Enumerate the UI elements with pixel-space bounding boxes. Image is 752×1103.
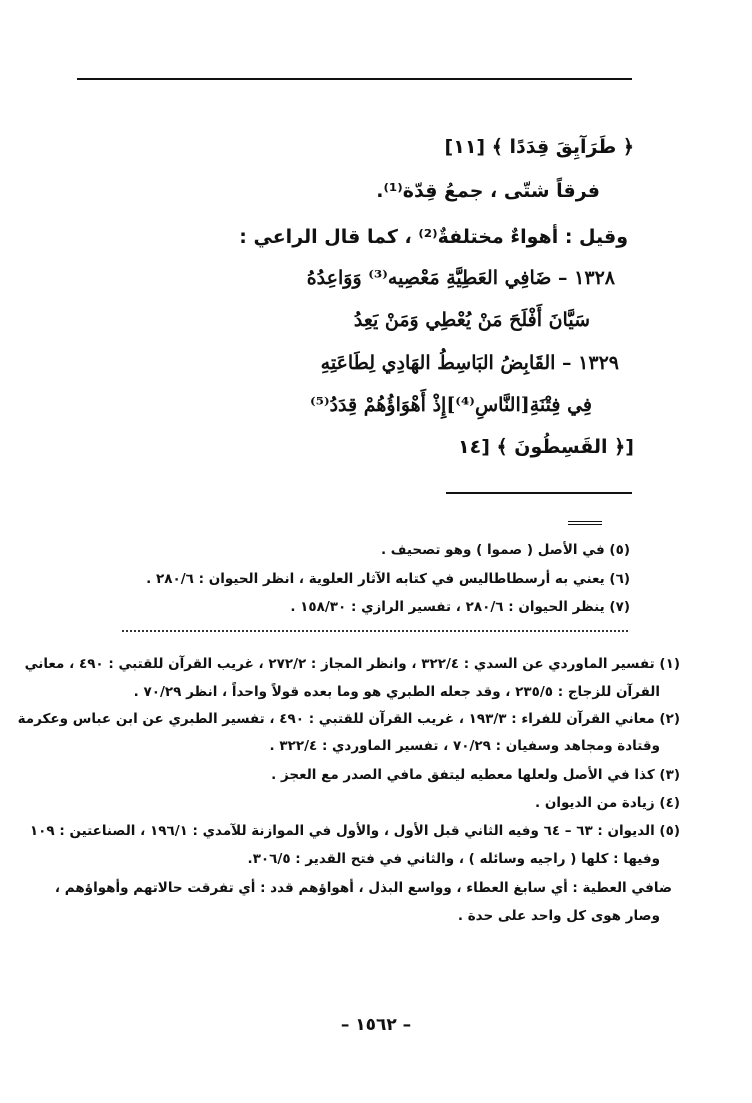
text-line-1: فرقاً شتّى ، جمعُ قِدّة⁽¹⁾. — [376, 180, 600, 202]
footnote-prev-7: (٧) ينظر الحيوان : ٢٨٠/٦ ، تفسير الرازي : ١٥٨/٣٠ . — [290, 599, 630, 615]
footnote-1-line-2: القرآن للزجاج : ٢٣٥/٥ ، وقد جعله الطبري هو وما بعده قولاً واحداً ، انظر ٧٠/٢٩ . — [133, 684, 660, 700]
continuation-mark-2 — [568, 524, 602, 525]
footnote-separator — [446, 492, 632, 494]
footnote-prev-6: (٦) يعني به أرسطاطاليس في كتابه الآثار العلوية ، انظر الحيوان : ٢٨٠/٦ . — [146, 571, 630, 587]
footnote-prev-5: (٥) في الأصل ( صموا ) وهو تصحيف . — [380, 542, 630, 558]
footnote-3: (٣) كذا في الأصل ولعلها معطيه ليتفق مافي الصدر مع العجز . — [271, 767, 680, 783]
footnote-2-line-2: وقتادة ومجاهد وسفيان : ٧٠/٢٩ ، تفسير الماوردي : ٣٢٢/٤ . — [269, 738, 660, 754]
page-number: – ١٥٦٢ – — [340, 1015, 412, 1035]
verse-heading-14: [﴿ القَسِطُونَ ﴾ [١٤ — [458, 436, 634, 458]
verse-heading-11: ﴿ طَرَآيِقَ قِدَدًا ﴾ [١١] — [444, 136, 634, 158]
dotted-divider — [122, 630, 628, 632]
footnote-4: (٤) زيادة من الديوان . — [534, 795, 680, 811]
poem-1328-first: ١٣٢٨ – ضَافِي العَطِيَّةِ مَعْصِيه⁽³⁾ وَوَاعِدُهُ — [306, 267, 615, 289]
text-line-2: وقيل : أهواءٌ مختلفةٌ⁽²⁾ ، كما قال الراعي : — [239, 226, 628, 248]
footnote-5-line-2: وفيها : كلها ( راجيه وسائله ) ، والثاني في فتح القدير : ٣٠٦/٥. — [247, 851, 660, 867]
footnote-5-line-4: وصار هوى كل واحد على حدة . — [457, 908, 660, 924]
footnote-2-line-1: (٢) معاني القرآن للفراء : ١٩٣/٣ ، غريب القرآن للقتبي : ٤٩٠ ، تفسير الطبري عن ابن عباس وعكرمة — [17, 711, 680, 727]
footnote-1-line-1: (١) تفسير الماوردي عن السدي : ٣٢٢/٤ ، وانظر المجاز : ٢٧٢/٢ ، غريب القرآن للقتبي : ٤٩٠ ، معاني — [24, 656, 680, 672]
footnote-5-line-3: ضافي العطية : أي سابغ العطاء ، وواسع البذل ، أهواؤهم قدد : أي تفرقت حالاتهم وأهواؤهم ، — [54, 880, 672, 896]
poem-1328-second: سَيَّانَ أَفْلَحَ مَنْ يُعْطِي وَمَنْ يَعِدُ — [353, 309, 590, 331]
header-rule — [77, 78, 632, 80]
poem-1329-second: فِي فِتْنَةِ[النَّاسِ⁽⁴⁾]إِذْ أَهْوَاؤُهُمْ قِدَدُ⁽⁵⁾ — [309, 394, 592, 416]
poem-1329-first: ١٣٢٩ – القَابِضُ البَاسِطُ الهَادِي لِطَاعَتِهِ — [320, 352, 619, 374]
footnote-5-line-1: (٥) الديوان : ٦٣ – ٦٤ وفيه الثاني قبل الأول ، والأول في الموازنة للآمدي : ١٩٦/١ ، الصناعتين : ١٠٩ — [29, 823, 680, 839]
continuation-mark — [568, 521, 602, 522]
